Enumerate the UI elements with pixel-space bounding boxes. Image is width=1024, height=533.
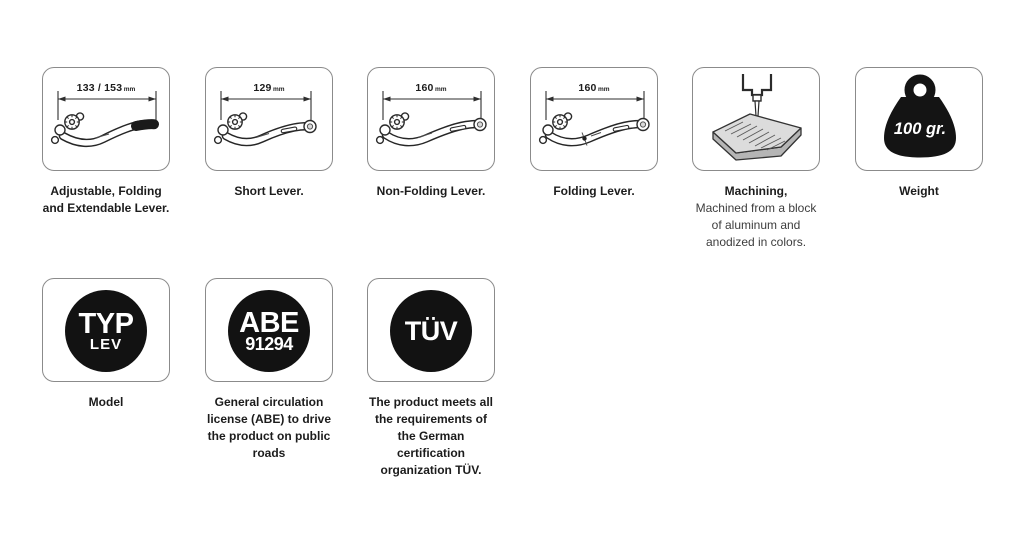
badge-text-bottom: LEV — [89, 335, 123, 353]
abe-badge — [228, 290, 310, 372]
tile-title-line: license (ABE) to drive — [206, 412, 332, 426]
tile-caption — [349, 394, 513, 479]
adjustable-lever-box — [42, 67, 170, 171]
tile-desc-line: Machined from a block — [695, 201, 817, 215]
dimension-unit: mm — [598, 86, 610, 93]
tuv-box — [367, 278, 495, 382]
model-box — [42, 278, 170, 382]
lever-long-icon — [368, 68, 496, 169]
tile-machining — [692, 67, 820, 251]
tile-title: Folding Lever. — [553, 184, 635, 198]
tile-caption — [837, 183, 1001, 200]
typ-lev-badge — [65, 290, 147, 372]
dimension-unit: mm — [123, 86, 136, 93]
non-folding-lever-box — [367, 67, 495, 171]
tile-title-line: and Extendable Lever. — [42, 201, 170, 215]
tile-model — [42, 278, 170, 411]
dimension-unit: mm — [435, 86, 447, 93]
tile-weight — [855, 67, 983, 200]
tile-title: Machining, — [724, 184, 788, 198]
weight-box — [855, 67, 983, 171]
weight-icon — [856, 68, 984, 169]
machining-box — [692, 67, 820, 171]
short-lever-box — [205, 67, 333, 171]
tile-caption — [349, 183, 513, 200]
tile-desc-line: anodized in colors. — [705, 235, 807, 249]
dimension-value: 129 — [253, 82, 272, 94]
tile-title: Model — [88, 395, 124, 409]
folding-lever-box — [530, 67, 658, 171]
lever-folding-icon — [531, 68, 659, 169]
lever-extendable-icon — [43, 68, 171, 169]
tile-title-line: roads — [252, 446, 286, 460]
tile-title-line: organization TÜV. — [380, 463, 482, 477]
tile-tuv-certification — [367, 278, 495, 479]
tile-caption — [24, 394, 188, 411]
tile-caption — [674, 183, 838, 251]
tile-title: Short Lever. — [234, 184, 304, 198]
tile-abe-license — [205, 278, 333, 462]
tile-title-line: Adjustable, Folding — [50, 184, 162, 198]
tile-caption — [24, 183, 188, 217]
tile-title: Non-Folding Lever. — [376, 184, 486, 198]
tile-non-folding-lever — [367, 67, 495, 200]
tile-title-line: The product meets all — [368, 395, 494, 409]
tile-caption — [187, 183, 351, 200]
lever-short-icon — [206, 68, 334, 169]
tile-folding-lever — [530, 67, 658, 200]
tile-desc-line: of aluminum and — [711, 218, 801, 232]
badge-text-top: TÜV — [404, 315, 458, 346]
tile-title-line: the German — [397, 429, 465, 443]
tile-short-lever — [205, 67, 333, 200]
badge-text-bottom: 91294 — [245, 333, 293, 354]
tile-adjustable-lever — [42, 67, 170, 217]
dimension-value: 133 / 153 — [76, 82, 123, 94]
tile-title-line: the requirements of — [374, 412, 488, 426]
tile-title-line: certification — [396, 446, 465, 460]
weight-value-text: 100 gr. — [893, 120, 947, 138]
dimension-unit: mm — [273, 86, 285, 93]
tile-caption — [512, 183, 676, 200]
badge-text-top: TYP — [78, 307, 134, 340]
dimension-value: 160 — [578, 82, 597, 94]
tile-title-line: the product on public — [207, 429, 331, 443]
tile-title-line: General circulation — [214, 395, 324, 409]
tile-caption — [187, 394, 351, 462]
badge-text-top: ABE — [239, 306, 299, 339]
cnc-mill-icon — [693, 68, 821, 169]
abe-box — [205, 278, 333, 382]
tile-title: Weight — [899, 184, 939, 198]
dimension-value: 160 — [415, 82, 434, 94]
tuv-badge — [390, 290, 472, 372]
